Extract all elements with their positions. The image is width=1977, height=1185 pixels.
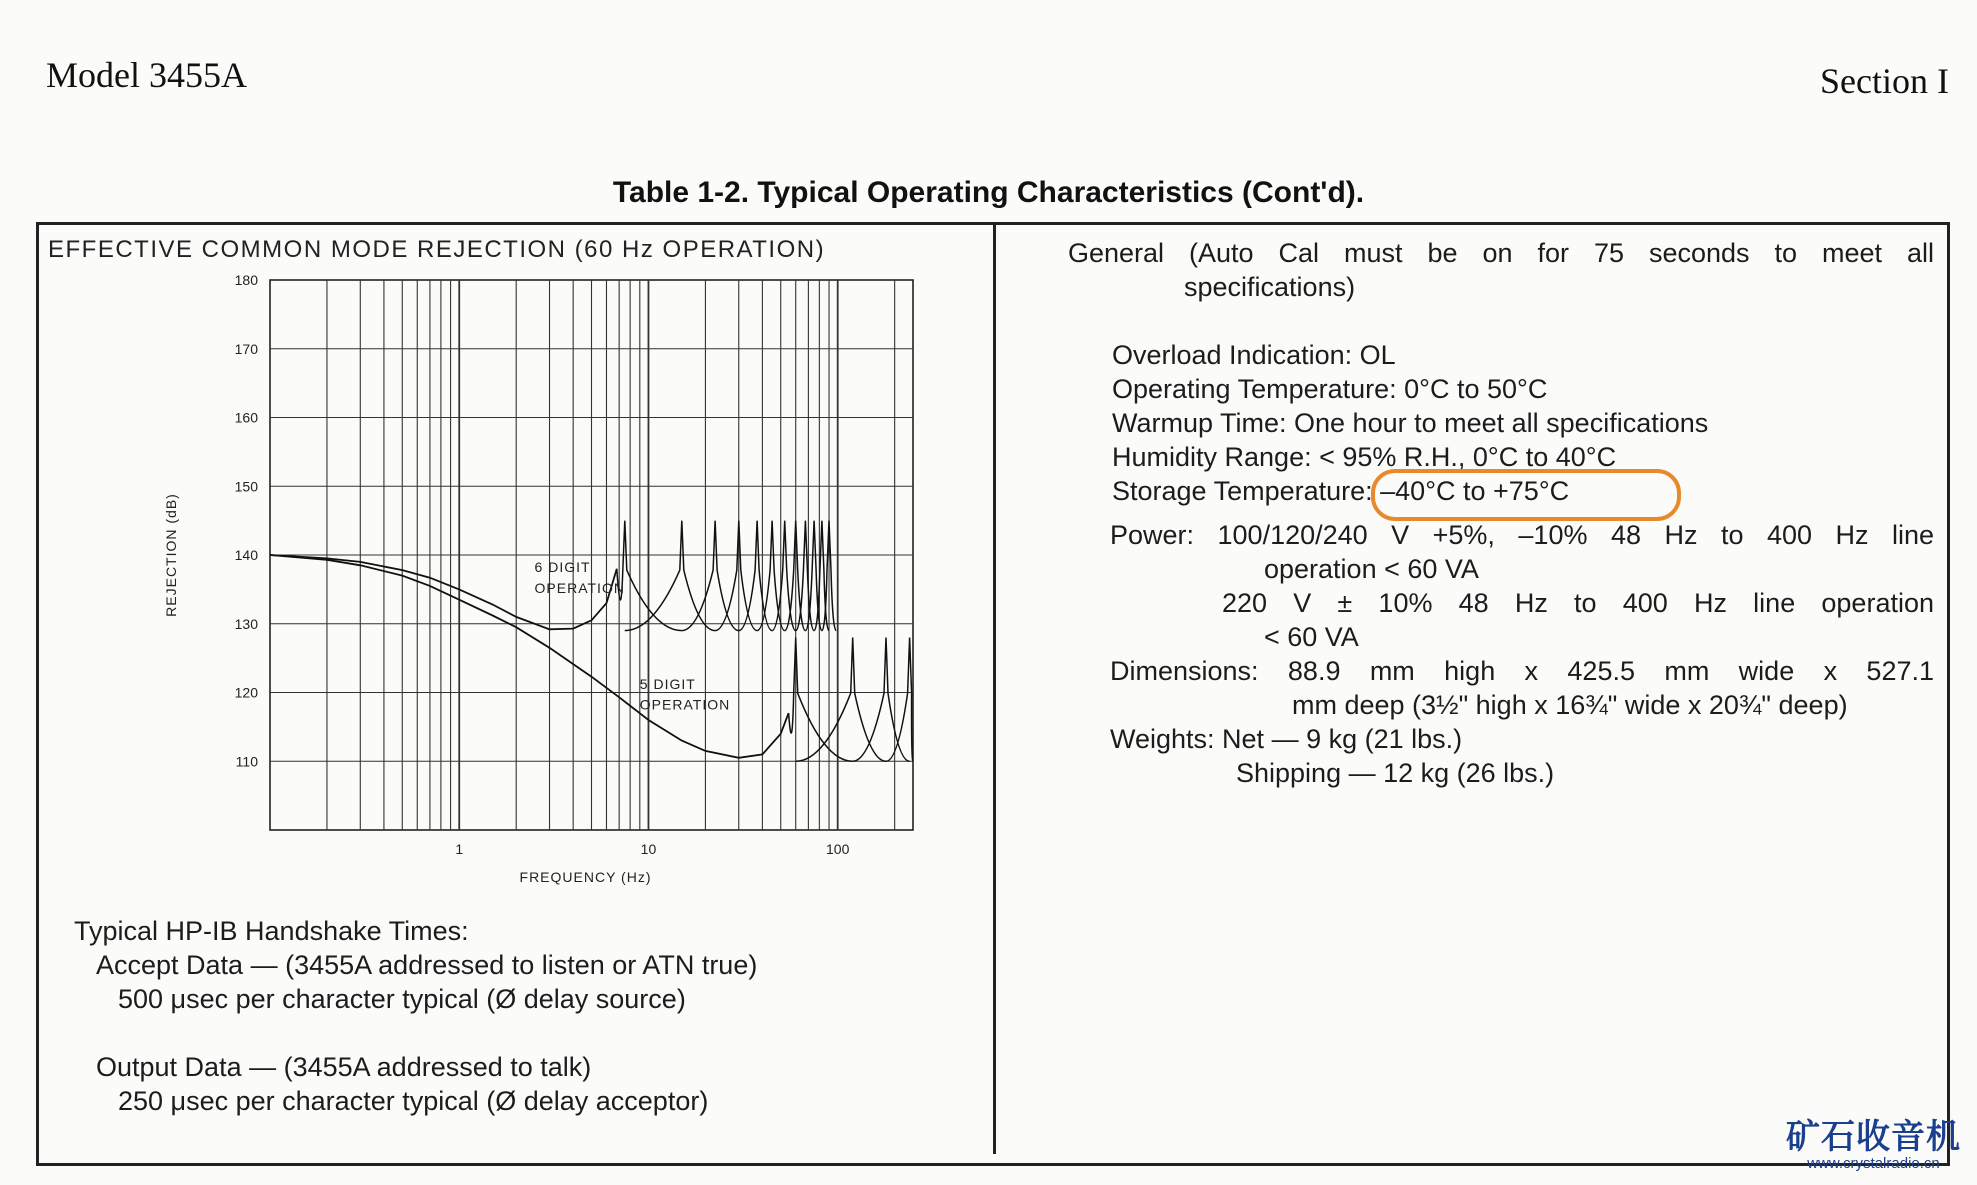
chart-ticks [163,272,850,885]
resonance-peak-6-digit [785,521,806,631]
power-line-3: 220 V ± 10% 48 Hz to 400 Hz line operation [1222,588,1934,618]
operating-temperature: Operating Temperature: 0°C to 50°C [1112,374,1548,404]
power-line-1: Power: 100/120/240 V +5%, –10% 48 Hz to 400 Hz line [1110,520,1934,550]
output-data-line: Output Data — (3455A addressed to talk) [96,1052,592,1082]
model-label: Model 3455A [46,55,247,95]
curve-annotation: OPERATION [639,696,731,713]
y-tick-label: 180 [234,272,258,288]
resonance-peak-5-digit [853,638,910,762]
y-tick-label: 120 [234,684,258,701]
x-tick-label: 1 [455,841,464,857]
dimensions-line-1: Dimensions: 88.9 mm high x 425.5 mm wide x 527.1 [1110,656,1934,686]
handshake-title: Typical HP-IB Handshake Times: [74,916,469,946]
resonance-peak-6-digit [715,521,757,631]
curve-annotation: 6 DIGIT [534,559,591,576]
curve-annotation: OPERATION [534,579,625,596]
weights-net: Weights: Net — 9 kg (21 lbs.) [1110,724,1463,754]
curve-5-digit [270,555,789,758]
y-tick-label: 160 [234,409,258,426]
watermark [1786,1119,1961,1173]
resonance-peak-5-digit [796,638,886,762]
resonance-peak-5-digit [789,638,853,762]
resonance-peak-6-digit [682,521,739,631]
weights-shipping: Shipping — 12 kg (26 lbs.) [1236,758,1555,788]
y-tick-label: 150 [234,478,258,495]
overload-indication: Overload Indication: OL [1112,340,1396,370]
warmup-time: Warmup Time: One hour to meet all specifications [1112,408,1709,438]
highlight-circle [1370,468,1682,522]
watermark-logo: 矿石收音机 [1786,1118,1961,1156]
x-tick-label: 10 [640,841,657,857]
power-line-2: operation < 60 VA [1264,554,1479,584]
general-heading: General (Auto Cal must be on for 75 seconds to meet all [1068,238,1934,268]
y-tick-label: 170 [234,340,258,357]
output-data-value: 250 μsec per character typical (Ø delay acceptor) [118,1086,709,1116]
resonance-peak-6-digit [772,521,796,631]
watermark-url: www.crystalradio.cn [1807,1155,1940,1172]
chart-grid [270,280,913,830]
resonance-peak-5-digit [886,638,913,762]
resonance-peak-6-digit [625,521,715,631]
resonance-peak-6-digit [739,521,772,631]
section-label: Section I [1820,61,1949,101]
chart-title: EFFECTIVE COMMON MODE REJECTION (60 Hz OPERATION) [48,236,826,263]
general-heading-cont: specifications) [1184,272,1356,302]
accept-data-line: Accept Data — (3455A addressed to listen or ATN true) [96,950,758,980]
accept-data-value: 500 μsec per character typical (Ø delay source) [118,984,686,1014]
x-tick-label: 100 [826,841,850,857]
y-axis-label: REJECTION (dB) [163,493,179,617]
column-divider [993,222,996,1154]
power-line-4: < 60 VA [1264,622,1359,652]
y-tick-label: 130 [234,615,258,632]
storage-temperature: Storage Temperature: –40°C to +75°C [1112,476,1570,506]
y-tick-label: 140 [234,547,258,563]
curve-annotation: 5 DIGIT [639,676,696,693]
humidity-range: Humidity Range: < 95% R.H., 0°C to 40°C [1112,442,1617,472]
rejection-chart [140,268,940,888]
x-axis-label: FREQUENCY (Hz) [519,869,652,885]
y-tick-label: 110 [235,753,258,770]
dimensions-line-2: mm deep (3½" high x 16¾" wide x 20¾" deep) [1292,690,1848,720]
table-title: Table 1-2. Typical Operating Characteristics (Cont'd). [612,176,1365,209]
